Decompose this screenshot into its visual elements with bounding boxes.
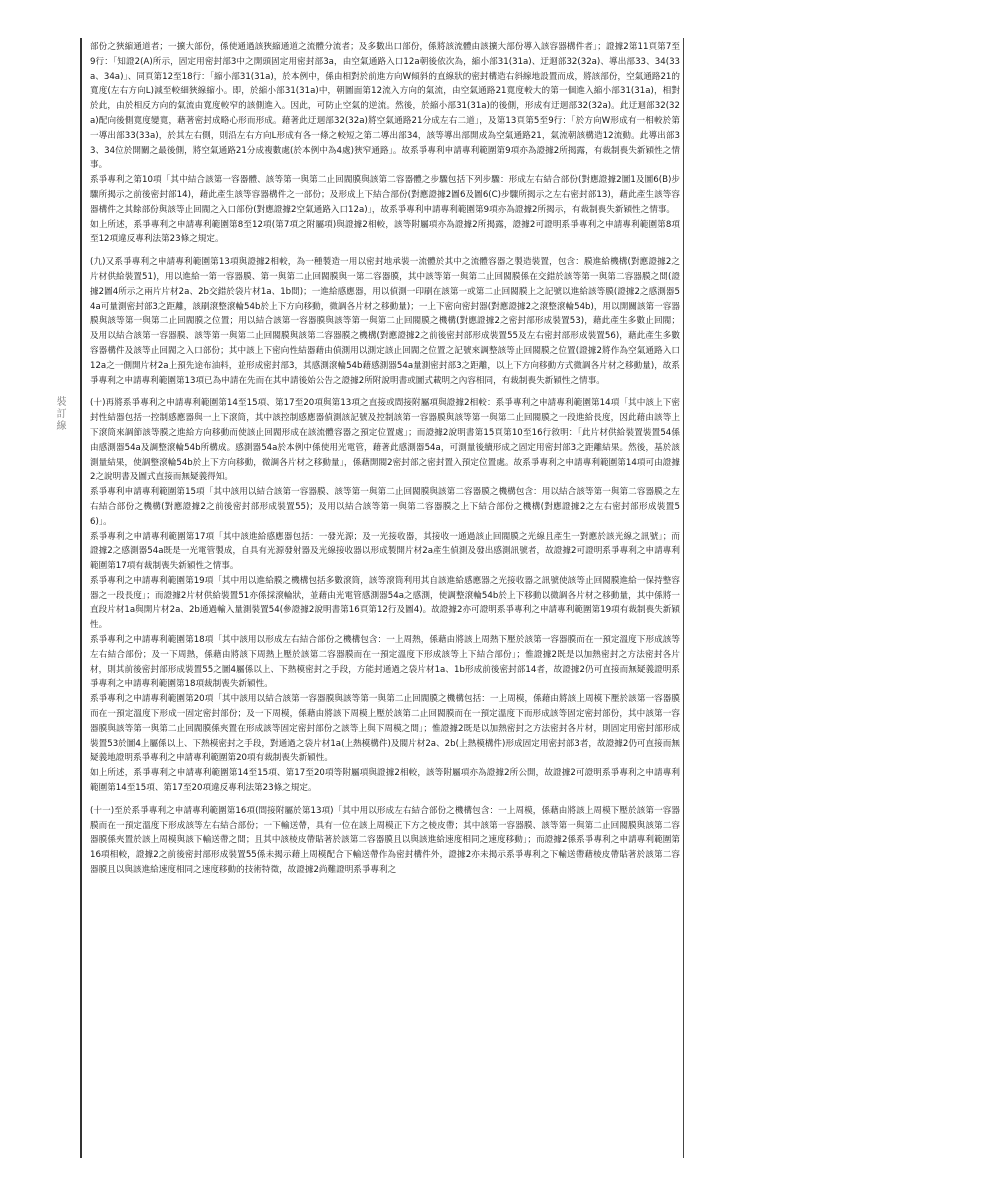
paragraph: (九)又系爭專利之申請專利範圍第13項與證據2相較，為一種製造一用以密封地承裝一流體於其中之流體容器之製造裝置，包含：膜進給機構(對應證據2之片材供給裝置51)，用以進給一第一容器膜、第一與第二止回閥膜與一第二容器膜，其中該等第一與第二止回閥膜係在交錯於該等第一與第二容器膜之間(證據2圖4所示之兩片片材2a、2b交錯於袋片材1a、1b間)；一進給感應器，用以偵測一印刷在該第一或第二止回閥膜上之記號以進給該等膜(證據2之感測器54a可量測密封部3之距離，該刷滾整滾輪54b於上下方向移動，微調各片材之移動量)；一上下密向密封器(對應證據2之滾整滾輪54b)，用以開關該第一容器膜與該等第一與第二止回閥膜之位置；用以結合該第一容器膜與該等第一與第二止回閥膜之機構(對應證據2之密封部形成裝置53)，藉此產生多數止回閥；及用以結合該第一容器膜、該等第一與第二止回閥膜與該第二容器膜之機構(對應證據2之前後密封部形成裝置55及左右密封部形成裝置56)，藉此產生多數容器構件及該等止回閥之入口部份；其中該上下密向性結器藉由偵測用以測定該止回閥之位置之記號來調整該等止回閥膜之位置(證據2將作為空氣通路入口12a之一側開片材2a上預先途布油料，並形成密封部3，其感測滾輪54b藉感測器54a量測密封部3之距離，以上下方向移動方式微調各片材之移動量)，故系爭專利之申請專利範圍第13項已為申請在先而在其申請後始公告之證據2所附說明書或圖式載明之內容相同，有裁制喪失新穎性之情事。 <box>90 257 680 386</box>
paragraph: 如上所述，系爭專利之申請專利範圍第14至15項、第17至20項等附屬項與證據2相較，該等附屬項亦為證據2所公開，故證據2可證明系爭專利之申請專利範圍第14至15項、第17至20項違反專利法第23條之規定。 <box>90 768 680 794</box>
paragraph: (十)再將系爭專利之申請專利範圍第14至15項、第17至20項與第13項之直接或間接附屬項與證據2相較：系爭專利之申請專利範圍第14項「其中該上下密封性結器包括一控制感應器與一上下滾筒，其中該控制感應器偵測該記號及控制該第一容器膜與該等第一與第二止回閥膜之一段進給長度，因此藉由該等上下滾筒來調節該等膜之進給方向移動而使該止回閥形成在該流體容器之預定位置處」；而證據2說明書第15頁第10至16行敘明：「此片材供給裝置裝置54係由感測器54a及調整滾輪54b所構成。感測器54a於本例中係使用光電管，藉著此感測器54a，可測量後續形成之固定用密封部3之距離結果。然後，基於該測量結果，使調整滾輪54b於上下方向移動，微調各片材之移動量」，係藉開閥2密封部之密封置入預定位置處。故系爭專利之申請專利範圍第14項可由證據2之說明書及圖式直接而無疑義得知。 <box>90 398 680 483</box>
paragraph: 如上所述，系爭專利之申請專利範圍第8至12項(第7項之附屬項)與證據2相較，該等附屬項亦為證據2所揭露，證據2可證明系爭專利之申請專利範圍第8項至12項違反專利法第23條之規定。 <box>90 219 680 245</box>
paragraph: 系爭專利申請專利範圍第15項「其中該用以結合該第一容器膜、該等第一與第二止回閥膜與該第二容器膜之機構包含：用以結合該等第一與第二容器膜之左右結合部份之機構(對應證據2之前後密封部形成裝置55)；及用以結合該等第一與第二容器膜之上下結合部份之機構(對應證據2之左右密封部形成裝置56)」。 <box>90 487 680 527</box>
paragraph: 系爭專利之第10項「其中結合該第一容器體、該等第一與第二止回閥膜與該第二容器體之步驟包括下列步驟：形成左右結合部份(對應證據2圖1及圖6(B)步驟所揭示之前後密封部14)，藉此產生該等容器構件之一部份；及形成上下結合部份(對應證據2圖6及圖6(C)步驟所揭示之左右密封部13)，藉此產生該等容器構件之其餘部份與該等止回閥之入口部份(對應證據2空氣通路入口12a)」，故系爭專利申請專利範圍第9項亦為證據2所揭示，有裁制喪失新穎性之情事。 <box>90 175 680 215</box>
document-body <box>90 40 680 1155</box>
paragraph: 系爭專利之申請專利範圍第18項「其中該用以形成左右結合部份之機構包含：一上周熱，係藉由將該上周熱下壓於該第一容器膜而在一預定溫度下形成該等左右結合部份；及一下周熱，係藉由將該下周熱上壓於該第二容器膜而在一預定溫度下形成該等上下結合部份」；惟證據2既是以加熱密封之方法密封各片材，則其前後密封部形成裝置55之圖4屬係以上、下熱模密封之手段，方能封通過之袋片材1a、1b形成前後密封部14者，故證據2仍可直接而無疑義證明系爭專利之申請專利範圍第18項裁制喪失新穎性。 <box>90 635 680 690</box>
binding-rule <box>80 38 82 1158</box>
margin-binding-note: 裝訂線 <box>54 396 65 432</box>
right-margin-rule <box>683 38 684 1158</box>
paragraph: 系爭專利之申請專利範圍第20項「其中該用以結合該第一容器膜與該等第一與第二止回閥膜之機構包括：一上周模，係藉由將該上周模下壓於該第一容器膜而在一預定溫度下形成一固定密封部份；及一下周模，係藉由將該下周模上壓於該第二止回閥膜而在一預定溫度下而形成該等固定密封部份，其中該第一容器膜與該等第一與第二止回閥膜係夾置在形成該等固定密封部份之該等上與下周模之間」；惟證據2既是以加熱密封之方法密封各片材，則固定用密封部形成裝置53於圖4上屬係以上、下熱模密封之手段，對通過之袋片材1a(上熱模構件)及閥片材2a、2b(上熱模構件)形成固定用密封部3者，故證據2仍可直接而無疑義地證明系爭專利之申請專利範圍第20項有裁制喪失新穎性。 <box>90 694 680 764</box>
paragraph: 系爭專利之申請專利範圍第17項「其中該進給感應器包括：一發光源；及一光接收器，其接收一通過該止回閥膜之光線且產生一對應於該光線之訊號」；而證據2之感測器54a既是一光電管製成，自具有光源發射器及光線接收器以形成製開片材2a產生偵測及發出感測訊號者，故證據2可證明系爭專利之申請專利範圍第17項有裁制喪失新穎性之情事。 <box>90 531 680 572</box>
paragraph: 系爭專利之申請專利範圍第19項「其中用以進給膜之機構包括多數滾筒，該等滾筒利用其自該進給感應器之光接收器之訊號使該等止回閥膜進給一保持整容器之一段長度」；而證據2片材供給裝置51亦係採滾輪狀，並藉由光電管感測器54a之感測，使調整滾輪54b於上下移動以微調各片材之移動量，其中係將一直段片材1a與開片材2a、2b通過輸入量測裝置54(參證據2說明書第16頁第12行及圖4)。故證據2亦可證明系爭專利之申請專利範圍第19項有裁制喪失新穎性。 <box>90 575 680 631</box>
paragraph: 部份之狹縮通道者；一擴大部份，係使通過該狹縮通道之流體分流者；及多數出口部份，係將該流體由該擴大部份導入該容器構件者」；證據2第11頁第7至9行：「知證2(A)所示，固定用密封部3中之開頭固定用密封部3a，由空氣通路入口12a朝後依次為，縮小部31(31a)、迂迴部32(32a)、導出部33、34(33a、34a)」、同頁第12至18行：「縮小部31(31a)，於本例中，係由相對於前進方向W傾斜的直線狀的密封構造右斜線地設置而成，將該部份，空氣通路21的寬度(左右方向L)減至較細狹線縮小。即，於縮小部31(31a)中，朝圖面第12流入方向的氣流，由空氣通路21寬度較大的第一個進入縮小部31(31a)，相對於此，由於相反方向的氣流由寬度較窄的該側進入。因此，可防止空氣的逆流。然後，於縮小部31(31a)的後側，形成有迂迴部32(32a)。此迂迴部32(32a)配向後側寬度變寬，藉著密封成略心形而形成。藉著此迂迴部32(32a)將空氣通路21分成左右二道」，及第13頁第5至9行：「於方向W形成有一相較於第一導出部33(33a)，於其左右側，則沿左右方向L形成有各一條之較短之第二導出部34，該等導出部開成為空氣通路21，氣流朝該構造12流動。此導出部33、34位於開關之最後側，將空氣通路21分成複數處(於本例中為4處)狹窄通路」。故系爭專利申請專利範圍第9項亦為證據2所揭露，有裁制喪失新穎性之情事。 <box>90 42 680 171</box>
paragraph: (十一)至於系爭專利之申請專利範圍第16項(間接附屬於第13項)「其中用以形成左右結合部份之機構包含：一上周模，係藉由將該上周模下壓於該第一容器膜而在一預定溫度下形成該等左右結合部份；一下輸送帶，具有一位在該上周模正下方之棱皮帶；其中該第一容器膜、該等第一與第二止回閥膜與該第二容器膜係夾置於該上周模與該下輸送帶之間；且其中該棱皮帶貼著於該第二容器膜且以與該進給速度相同之速度移動」；而證據2係系爭專利之申請專利範圍第16項相較，證據2之前後密封部形成裝置55係未揭示藉上周模配合下輸送帶作為密封構件外，證據2亦未揭示系爭專利之下輸送帶藉棱皮帶貼著於該第二容器膜且以與該進給速度相同之速度移動的技術特徵，故證據2尚難證明系爭專利之 <box>90 805 680 876</box>
